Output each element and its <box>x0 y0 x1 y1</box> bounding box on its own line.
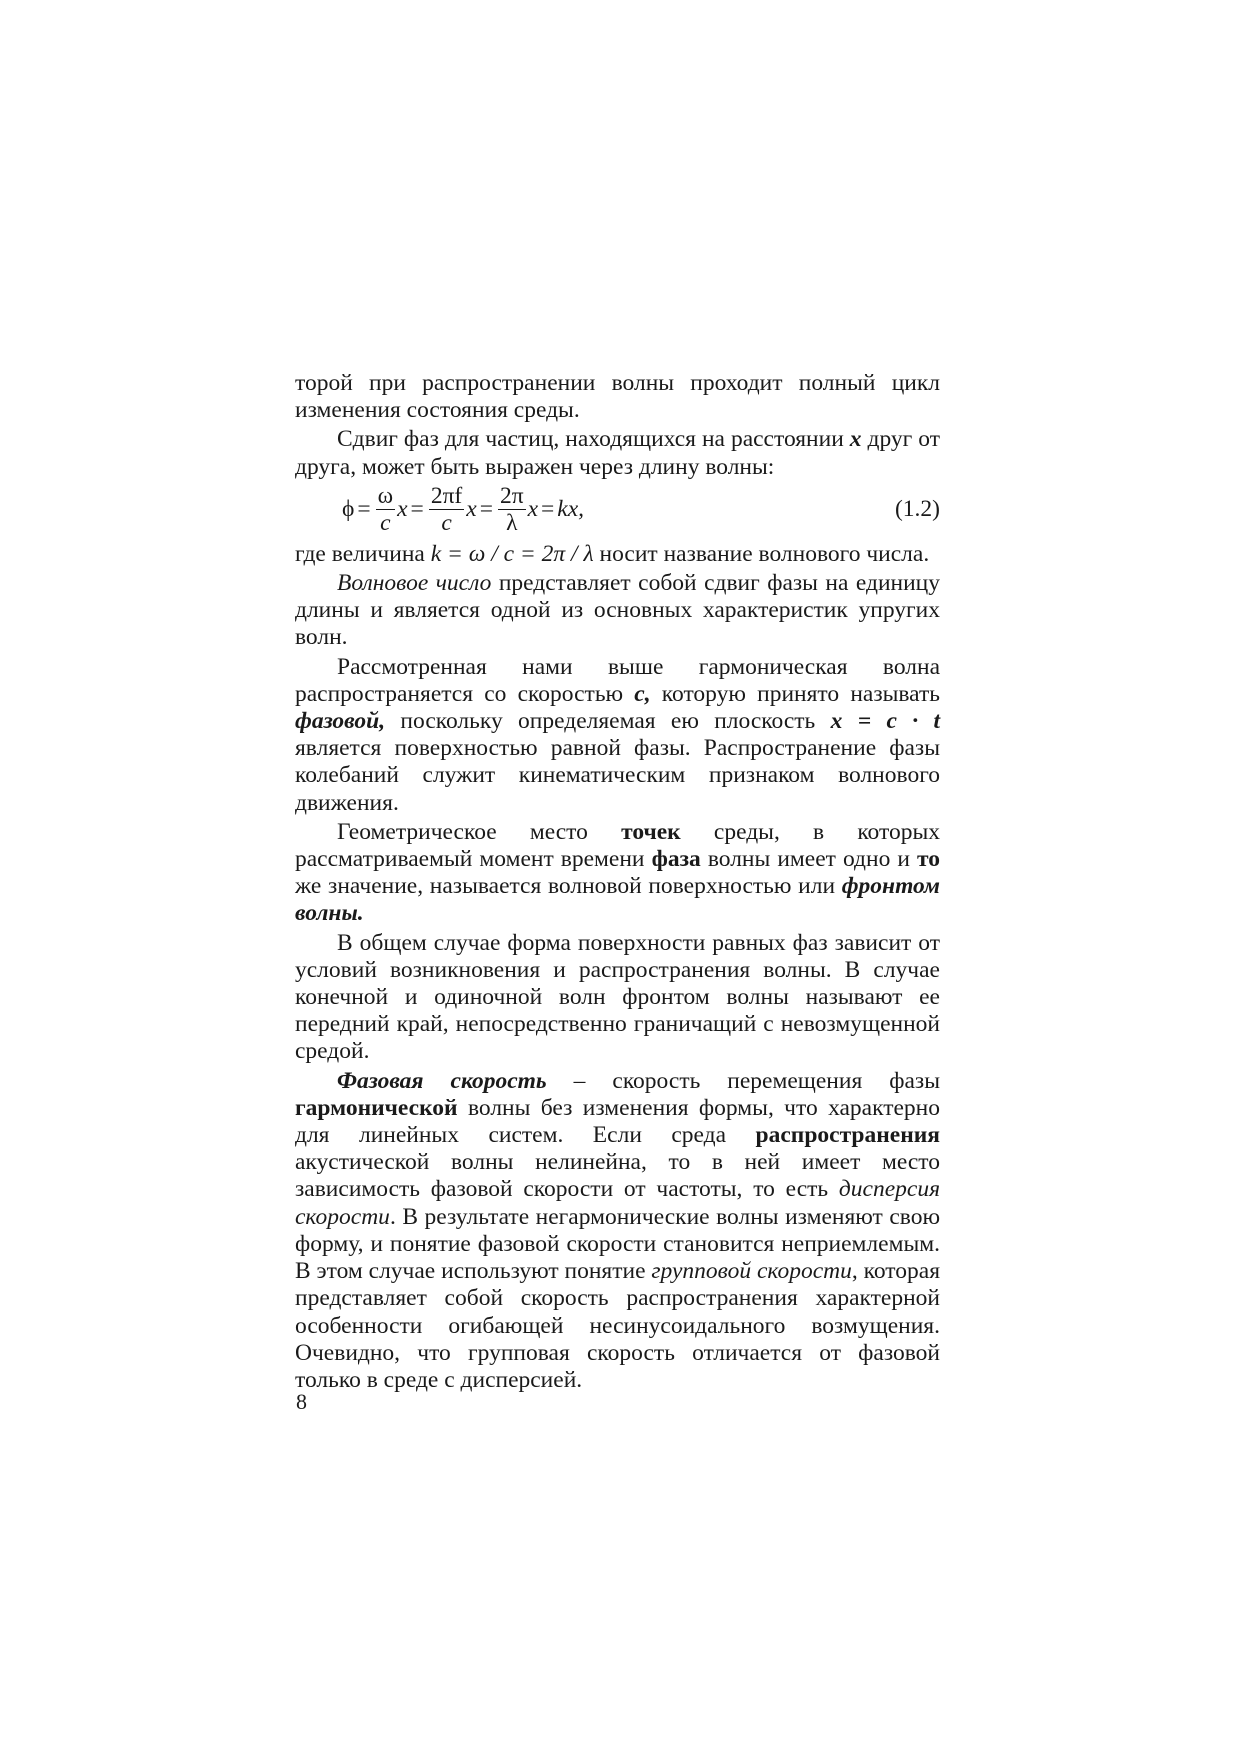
paragraph-surface-shape: В общем случае форма поверхности равных фаз зависит от условий возникновения и распространения волны. В случае конечной и одиночной волн фронтом волны называют ее передний край, непосредственно граничащий с невозмущенной средой. <box>295 929 940 1065</box>
paragraph-wave-front: Геометрическое место точек среды, в которых рассматриваемый момент времени фаза волны имеет одно и то же значение, называется волновой поверхностью или фронтом волны. <box>295 818 940 927</box>
paragraph-continuation: торой при распространении волны проходит полный цикл изменения состояния среды. <box>295 370 940 424</box>
page-body <box>295 370 940 1396</box>
fraction-omega-c: $\frac{\omega}{c}$ <box>377 483 394 537</box>
paragraph-phase-shift: Сдвиг фаз для частиц, находящихся на расстоянии x друг от друга, может быть выражен через длину волны: <box>295 426 940 480</box>
fraction-2pi-lambda: $\frac{2\pi}{\lambda}$ <box>499 483 524 537</box>
paragraph-wave-number: где величина k = ω / c = 2π / λ носит название волнового числа. <box>295 540 930 567</box>
fraction-2pif-c: $\frac{2\pi f}{c}$ <box>430 483 463 537</box>
paragraph-phase-velocity-intro: Рассмотренная нами выше гармоническая волна распространяется со скоростью c, которую принято называть фазовой, поскольку определяемая ею плоскость x = c · t является поверхностью равной фазы. Распространение фазы колебаний служит кинематическим признаком волнового движения. <box>295 653 940 816</box>
paragraph-phase-velocity-definition: Фазовая скорость – скорость перемещения фазы гармонической волны без изменения формы, что характерно для линейных систем. Если среда распространения акустической волны нелинейна, то в ней имеет место зависимость фазовой скорости от частоты, то есть дисперсия скорости. В результате негармонические волны изменяют свою форму, и понятие фазовой скорости становится неприемлемым. В этом случае используют понятие групповой скорости, которая представляет собой скорость распространения характерной особенности огибающей несинусоидального возмущения. Очевидно, что групповая скорость отличается от фазовой только в среде с дисперсией. <box>295 1067 941 1393</box>
paragraph-wave-number-definition: Волновое число представляет собой сдвиг фазы на единицу длины и является одной из основных характеристик упругих волн. <box>295 570 941 651</box>
page-number: 8 <box>296 1389 307 1414</box>
equation-1-2 <box>295 483 940 537</box>
equation-number: (1.2) <box>894 495 940 522</box>
equation-body: ϕ = $\frac{\omega}{c}$ x = $\frac{2\pi f}{c}$ x = $\frac{2\pi}{\lambda}$ x = kx, <box>342 483 585 537</box>
